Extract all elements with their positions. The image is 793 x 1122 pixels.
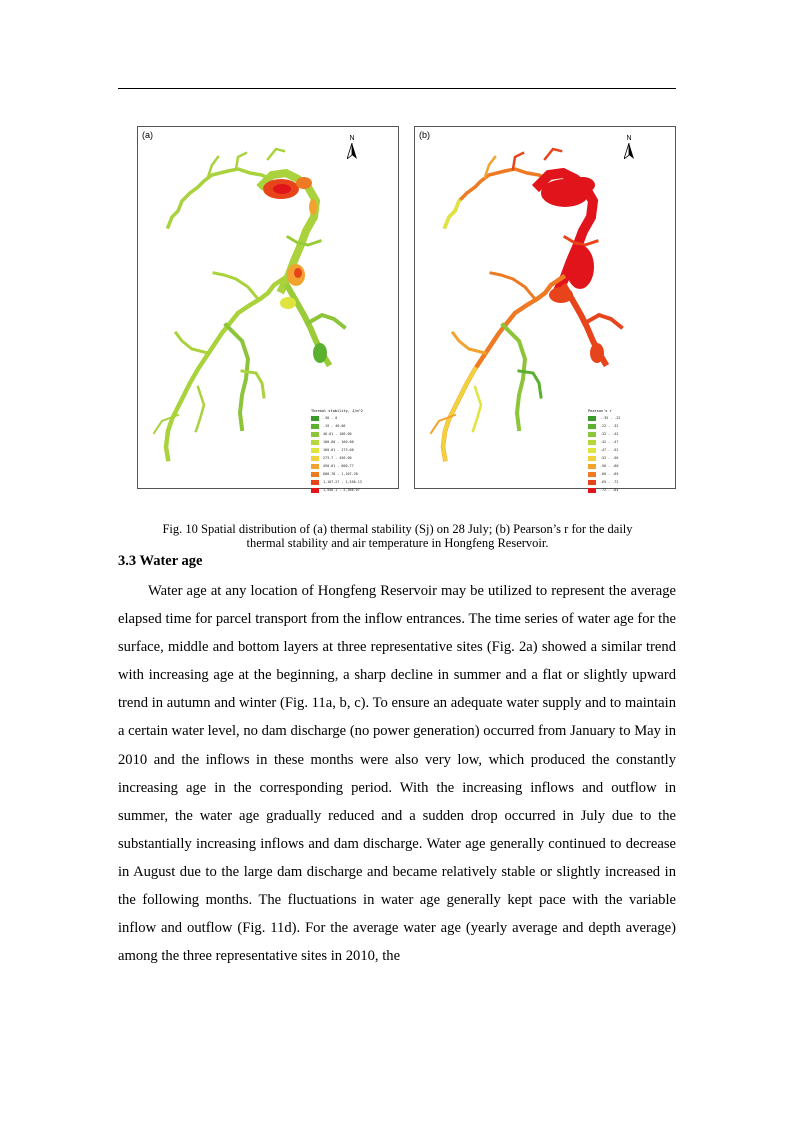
panel-label-b: (b) (419, 130, 430, 140)
legend-item (311, 486, 395, 494)
legend-item (588, 462, 672, 470)
legend-label: .56 - .60 (600, 464, 619, 468)
panel-label-a: (a) (142, 130, 153, 140)
section-heading: 3.3 Water age (118, 553, 203, 569)
legend-swatch (311, 424, 319, 429)
north-label: N (349, 135, 355, 142)
legend-swatch (588, 456, 596, 461)
legend-swatch (588, 488, 596, 493)
legend-item (311, 430, 395, 438)
north-arrow-icon (347, 143, 357, 159)
legend-swatch (311, 472, 319, 477)
legend-item (588, 454, 672, 462)
legend-swatch (311, 440, 319, 445)
legend-swatch (588, 448, 596, 453)
body-paragraph: Water age at any location of Hongfeng Reservoir may be utilized to represent the average elapsed time for parcel transport from the inflow entrances. The time series of water age for the surface, middle and bottom layers at three representative sites (Fig. 2a) showed a similar trend with increasing age at the beginning, a sharp decline in summer and a flat or slightly upward trend in autumn and winter (Fig. 11a, b, c). To ensure an adequate water supply and to maintain a certain water level, no dam discharge (no power generation) occurred from January to May in 2010 and the inflows in these months were also very low, which produced the constantly increasing age in the corresponding period. With the increasing inflows and outflow in summer, the water age gradually reduced and a sudden drop occurred in July due to the substantially increasing inflows and dam discharge. Water age generally continued to decrease in August due to the large dam discharge and became relatively stable or slightly increased in the following months. The fluctuations in water age generally kept pace with the variable inflow and outflow (Fig. 11d). For the average water age (yearly average and depth average) among the three representative sites in 2010, the (118, 583, 676, 965)
legend-label: .22 - .32 (600, 424, 619, 428)
figure-caption (110, 522, 685, 550)
legend-label: 40.01 - 100.00 (323, 432, 352, 436)
legend-item (588, 438, 672, 446)
legend-item (311, 422, 395, 430)
legend-label: .65 - .72 (600, 480, 619, 484)
north-arrow (344, 135, 360, 159)
legend-label: -19 - 40.00 (323, 424, 346, 428)
legend-label: 1,556.1 - 2,366.07 (323, 488, 360, 492)
legend-swatch (588, 464, 596, 469)
legend-item (311, 470, 395, 478)
legend-label: -.35 - .22 (600, 416, 621, 420)
legend-item (588, 470, 672, 478)
legend-label: .42 - .47 (600, 440, 619, 444)
legend-swatch (588, 440, 596, 445)
legend-item (311, 478, 395, 486)
legend-swatch (588, 424, 596, 429)
legend-swatch (311, 416, 319, 421)
legend-item (311, 462, 395, 470)
legend-item (588, 430, 672, 438)
legend-swatch (311, 464, 319, 469)
legend-item (311, 414, 395, 422)
caption-line: thermal stability and air temperature in Hongfeng Reservoir. (246, 536, 549, 550)
legend-swatch (311, 432, 319, 437)
legend-swatch (311, 456, 319, 461)
north-arrow (621, 135, 637, 159)
legend-b (588, 408, 672, 494)
header-rule (118, 88, 676, 89)
legend-swatch (588, 432, 596, 437)
north-arrow-icon (624, 143, 634, 159)
legend-swatch (588, 480, 596, 485)
legend-label: .47 - .52 (600, 448, 619, 452)
legend-title: Pearson's r (588, 409, 612, 413)
legend-label: 450.01 - 600.77 (323, 464, 354, 468)
legend-swatch (311, 488, 319, 493)
legend-item (311, 438, 395, 446)
legend-item (311, 446, 395, 454)
legend-label: 600.78 - 1,107.28 (323, 472, 358, 476)
legend-item (588, 422, 672, 430)
legend-label: .60 - .65 (600, 472, 619, 476)
legend-item (588, 446, 672, 454)
caption-line: Fig. 10 Spatial distribution of (a) thermal stability (Sj) on 28 July; (b) Pearson’s r for the daily (162, 522, 633, 536)
legend-swatch (588, 416, 596, 421)
figure-panel-a (137, 126, 399, 492)
legend-label: .32 - .42 (600, 432, 619, 436)
north-label: N (626, 135, 632, 142)
legend-title: Thermal stability, J/m^2 (311, 409, 363, 413)
legend-item (588, 486, 672, 494)
legend-item (588, 414, 672, 422)
legend-label: .52 - .56 (600, 456, 619, 460)
legend-label: 100.00 - 160.00 (323, 440, 354, 444)
legend-label: 273.7 - 450.00 (323, 456, 352, 460)
legend-label: 1,107.27 - 1,556.13 (323, 480, 362, 484)
legend-a (311, 408, 395, 494)
legend-swatch (311, 448, 319, 453)
legend-swatch (588, 472, 596, 477)
legend-label: 160.01 - 273.00 (323, 448, 354, 452)
legend-item (311, 454, 395, 462)
legend-label: .72 - .84 (600, 488, 619, 492)
legend-item (588, 478, 672, 486)
legend-label: -30 - 0 (323, 416, 338, 420)
legend-swatch (311, 480, 319, 485)
figure-panel-b (414, 126, 676, 492)
